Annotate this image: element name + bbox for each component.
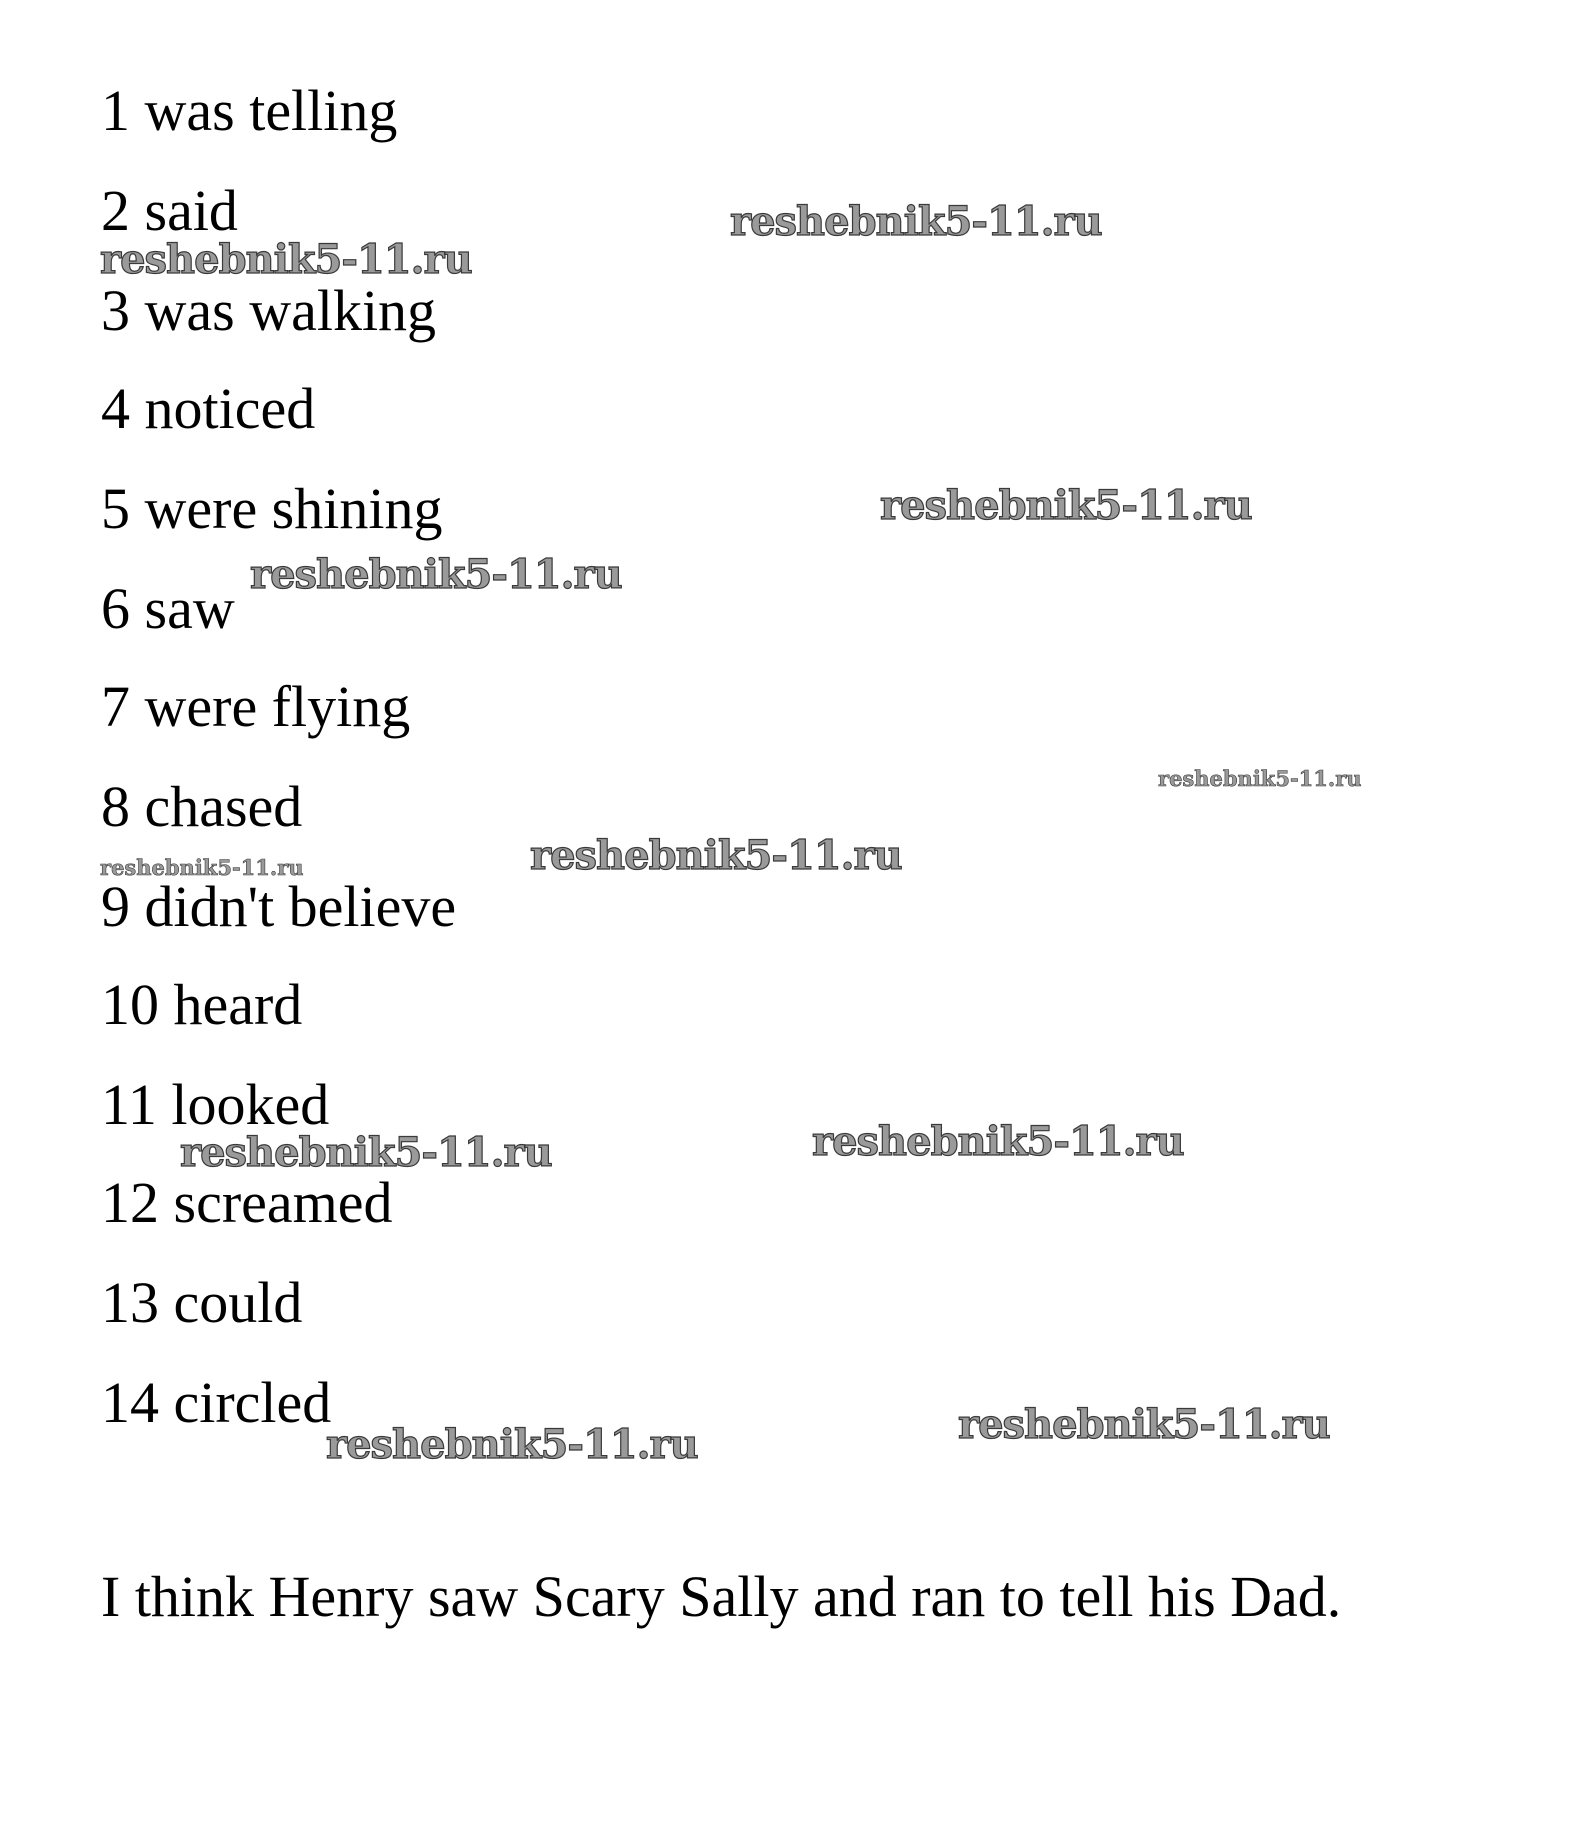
answer-line-6: 6 saw xyxy=(101,576,235,641)
answer-line-2: 2 said xyxy=(101,178,238,243)
watermark: reshebnik5-11.ru xyxy=(326,1421,698,1468)
answer-line-9: 9 didn't believe xyxy=(101,874,457,939)
watermark: reshebnik5-11.ru xyxy=(1158,766,1362,791)
answer-line-10: 10 heard xyxy=(101,972,303,1037)
answer-line-1: 1 was telling xyxy=(101,78,398,143)
answer-line-14: 14 circled xyxy=(101,1370,332,1435)
watermark: reshebnik5-11.ru xyxy=(880,482,1252,529)
answer-line-8: 8 chased xyxy=(101,774,303,839)
watermark: reshebnik5-11.ru xyxy=(100,236,472,283)
answer-line-12: 12 screamed xyxy=(101,1170,393,1235)
conclusion-sentence: I think Henry saw Scary Sally and ran to tell his Dad. xyxy=(101,1564,1342,1629)
answer-line-3: 3 was walking xyxy=(101,278,437,343)
watermark: reshebnik5-11.ru xyxy=(100,855,304,880)
answer-line-5: 5 were shining xyxy=(101,476,443,541)
watermark: reshebnik5-11.ru xyxy=(958,1401,1330,1448)
answer-line-11: 11 looked xyxy=(101,1072,330,1137)
answer-line-13: 13 could xyxy=(101,1270,303,1335)
answer-line-4: 4 noticed xyxy=(101,376,316,441)
watermark: reshebnik5-11.ru xyxy=(180,1129,552,1176)
watermark: reshebnik5-11.ru xyxy=(812,1118,1184,1165)
answer-line-7: 7 were flying xyxy=(101,674,411,739)
watermark: reshebnik5-11.ru xyxy=(530,832,902,879)
watermark: reshebnik5-11.ru xyxy=(730,198,1102,245)
watermark: reshebnik5-11.ru xyxy=(250,551,622,598)
